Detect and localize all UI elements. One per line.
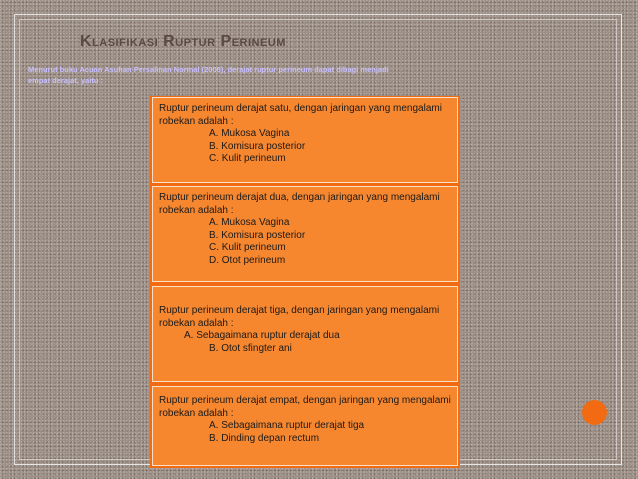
degree-two-box (152, 186, 458, 282)
list-item: B. Dinding depan rectum (209, 432, 320, 444)
degree-four-box (152, 386, 458, 466)
list-item: B. Komisura posterior (209, 140, 306, 152)
degree-one-list (159, 128, 451, 166)
list-item: A. Sebagaimana ruptur derajat tiga (209, 420, 365, 432)
decorative-circle (582, 400, 607, 425)
degree-one-intro: Ruptur perineum derajat satu, dengan jaringan yang mengalami robekan adalah : (159, 103, 442, 127)
list-item: B. Otot sfingter ani (209, 342, 292, 354)
list-item: A. Sebagaimana ruptur derajat dua (184, 330, 340, 342)
subtitle-line-2: empat derajat, yaitu : (28, 76, 104, 85)
degree-one-box (152, 97, 458, 183)
list-item: C. Kulit perineum (209, 242, 286, 254)
degree-four-list (159, 420, 451, 445)
list-item: D. Otot perineum (209, 254, 286, 266)
list-item: A. Mukosa Vagina (209, 128, 290, 140)
slide-subtitle (28, 64, 620, 86)
degree-three-intro: Ruptur perineum derajat tiga, dengan jaringan yang mengalami robekan adalah : (159, 305, 440, 329)
degree-two-list (159, 217, 451, 267)
slide-title: Klasifikasi Ruptur Perineum (80, 33, 286, 50)
degree-three-list (159, 330, 451, 355)
degree-four-intro: Ruptur perineum derajat empat, dengan jaringan yang mengalami robekan adalah : (159, 395, 451, 419)
degree-two-intro: Ruptur perineum derajat dua, dengan jaringan yang mengalami robekan adalah : (159, 192, 440, 216)
list-item: C. Kulit perineum (209, 153, 286, 165)
list-item: B. Komisura posterior (209, 229, 306, 241)
subtitle-line-1: Menurut buku Acuan Asuhan Persalinan Normal (2008), derajat ruptur perineum dapat dibagi menjadi (28, 65, 389, 74)
list-item: A. Mukosa Vagina (209, 217, 290, 229)
degree-three-box (152, 286, 458, 382)
